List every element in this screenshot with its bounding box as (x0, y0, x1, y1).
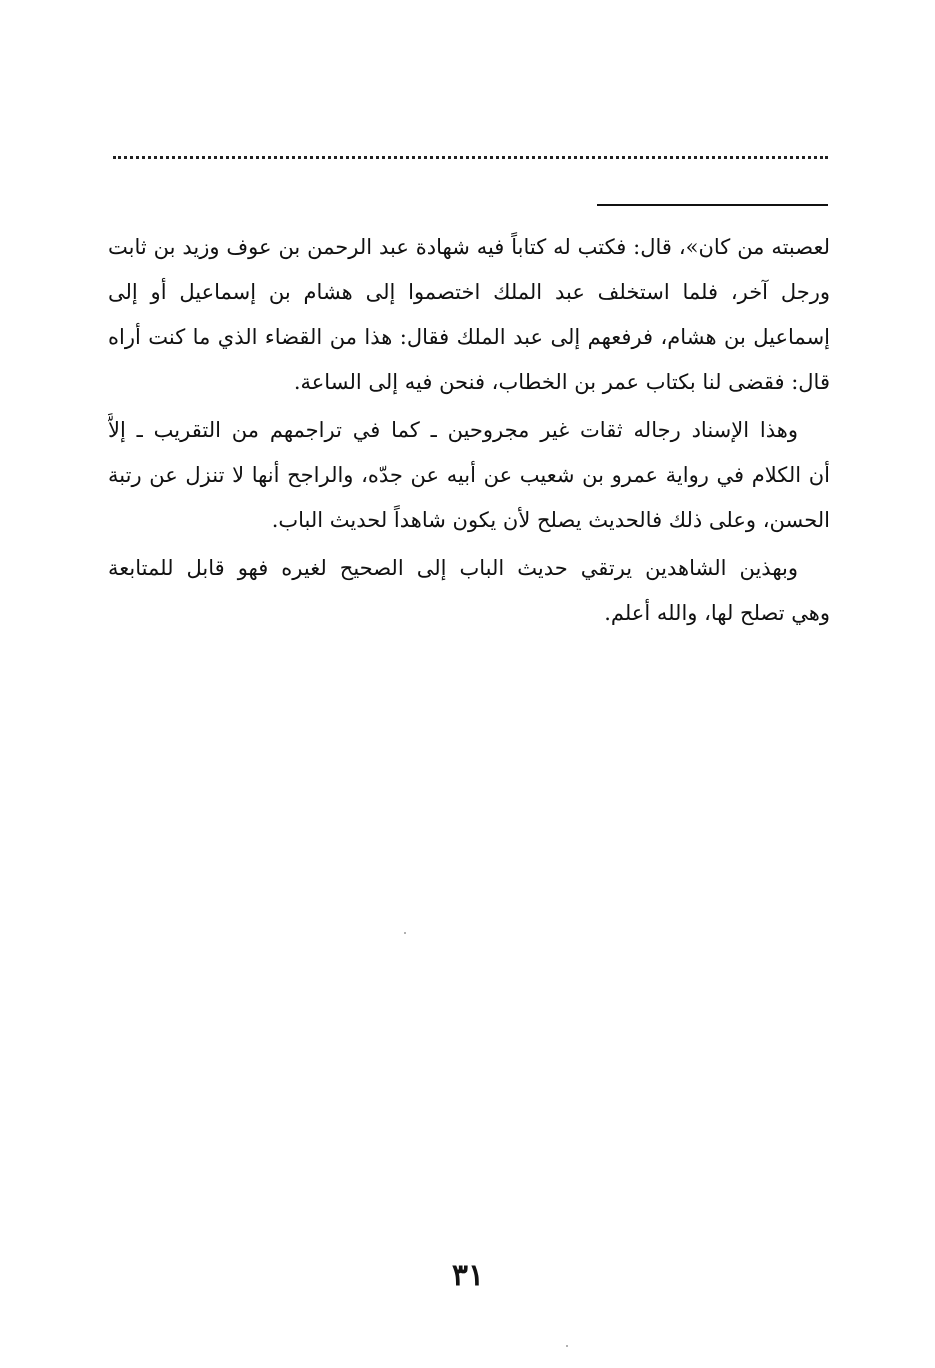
text-line: لعصبته من كان»، قال: فكتب له كتاباً فيه شهادة عبد الرحمن بن عوف وزيد بن ثابت (108, 235, 830, 259)
text-line: وبهذين الشاهدين يرتقي حديث الباب إلى الصحيح لغيره فهو قابل للمتابعة (108, 556, 798, 580)
dotted-separator (113, 156, 828, 159)
text-line: الحسن، وعلى ذلك فالحديث يصلح لأن يكون شاهداً لحديث الباب. (271, 508, 830, 532)
text-line: ورجل آخر، فلما استخلف عبد الملك اختصموا إلى هشام بن إسماعيل أو إلى (108, 280, 830, 304)
footnote-separator-rule (597, 204, 828, 206)
scan-speck (404, 932, 406, 934)
text-line: إسماعيل بن هشام، فرفعهم إلى عبد الملك فقال: هذا من القضاء الذي ما كنت أراه (108, 325, 830, 349)
body-text (108, 225, 830, 636)
page-number: ٣١ (451, 1258, 485, 1293)
text-line: وهي تصلح لها، والله أعلم. (604, 601, 830, 625)
text-line: وهذا الإسناد رجاله ثقات غير مجروحين ـ كما في تراجمهم من التقريب ـ إلاَّ (108, 418, 798, 442)
text-line: أن الكلام في رواية عمرو بن شعيب عن أبيه عن جدّه، والراجح أنها لا تنزل عن رتبة (108, 463, 830, 487)
scan-speck (566, 1345, 568, 1347)
paragraph-2 (108, 408, 830, 543)
paragraph-3 (108, 546, 830, 636)
text-line: قال: فقضى لنا بكتاب عمر بن الخطاب، فنحن فيه إلى الساعة. (293, 370, 830, 394)
paragraph-1 (108, 225, 830, 405)
